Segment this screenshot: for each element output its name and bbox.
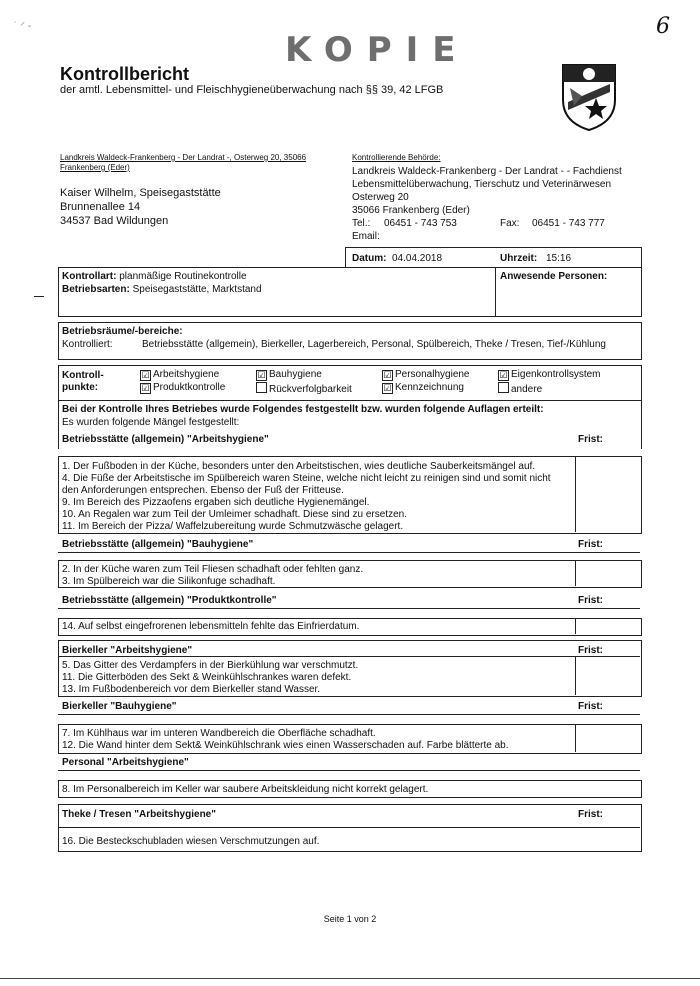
frist-label: Frist: xyxy=(578,645,603,656)
checkbox-andere-label: andere xyxy=(511,384,543,395)
checkbox-andere[interactable] xyxy=(498,382,542,396)
finding-item: 16. Die Besteckschubladen wiesen Verschmutzungen auf. xyxy=(62,836,320,847)
scan-mark: ˙ ⸍ ‐ xyxy=(14,21,32,32)
finding-item: 11. Die Gitterböden des Sekt & Weinkühlschrankes waren defekt. xyxy=(62,672,352,683)
checkbox-bauhygiene[interactable] xyxy=(256,369,322,381)
tel-label: Tel.: xyxy=(352,218,371,229)
finding-item: 8. Im Personalbereich im Keller war saubere Arbeitskleidung nicht korrekt gelagert. xyxy=(62,784,429,795)
kontrolliert-value: Betriebsstätte (allgemein), Bierkeller, Lagerbereich, Personal, Spülbereich, Theke / Tresen, Tief-/Kühlung xyxy=(142,339,606,350)
frist-label: Frist: xyxy=(578,701,603,712)
checkbox-bauhygiene-label: Bauhygiene xyxy=(269,369,322,380)
betriebsarten-label: Betriebsarten: xyxy=(62,284,130,295)
finding-item: 10. An Regalen war zum Teil der Umleimer schadhaft. Diese sind zu ersetzen. xyxy=(62,509,407,520)
betriebsarten xyxy=(62,283,262,296)
email-label: Email: xyxy=(352,231,380,242)
checkbox-rueckverfolgbarkeit[interactable] xyxy=(256,382,352,396)
kontrollart xyxy=(62,270,247,283)
uhrzeit-value: 15:16 xyxy=(546,253,572,264)
sender-line: Landkreis Waldeck-Frankenberg - Der Landrat -, Osterweg 20, 35066 xyxy=(60,153,307,162)
checkbox-bauhygiene-box[interactable]: ☑ xyxy=(257,370,266,380)
recipient-name: Kaiser Wilhelm, Speisegaststätte xyxy=(60,187,221,199)
datum-value: 04.04.2018 xyxy=(392,253,443,264)
section-title: Bierkeller "Bauhygiene" xyxy=(62,701,177,712)
checkbox-andere-box[interactable] xyxy=(498,382,509,393)
section-title: Betriebsstätte (allgemein) "Bauhygiene" xyxy=(62,539,254,550)
section-title: Betriebsstätte (allgemein) "Produktkontrolle" xyxy=(62,595,277,606)
checkbox-kennzeichnung[interactable] xyxy=(382,382,464,394)
finding-item: 2. In der Küche waren zum Teil Fliesen schadhaft oder fehlten ganz. xyxy=(62,564,364,575)
findings-sub: Es wurden folgende Mängel festgestellt: xyxy=(62,417,240,428)
checkbox-arbeitshygiene[interactable] xyxy=(140,369,219,381)
fax-value: 06451 - 743 777 xyxy=(532,218,605,229)
finding-item: 4. Die Füße der Arbeitstische im Spülbereich waren Steine, welche nicht leicht zu reinigen sind und somit nicht xyxy=(62,473,551,484)
checkbox-personalhygiene-label: Personalhygiene xyxy=(395,369,470,380)
authority-city: 35066 Frankenberg (Eder) xyxy=(352,205,470,216)
checkbox-eigenkontrollsystem-label: Eigenkontrollsystem xyxy=(511,369,601,380)
recipient-street: Brunnenallee 14 xyxy=(60,201,141,213)
authority-street: Osterweg 20 xyxy=(352,192,409,203)
kontrollpunkte-label-1: Kontroll- xyxy=(62,370,104,381)
checkbox-eigenkontrollsystem[interactable] xyxy=(498,369,600,381)
handwritten-page-number: 6 xyxy=(656,14,670,39)
tel-value: 06451 - 743 753 xyxy=(384,218,457,229)
authority-line2: Lebensmittelüberwachung, Tierschutz und Veterinärwesen xyxy=(352,179,612,190)
authority-line1: Landkreis Waldeck-Frankenberg - Der Landrat - - Fachdienst xyxy=(352,166,622,177)
finding-item: 5. Das Gitter des Verdampfers in der Bierkühlung war verschmutzt. xyxy=(62,660,359,671)
frist-label: Frist: xyxy=(578,539,603,550)
kontrolliert-label: Kontrolliert: xyxy=(62,339,113,350)
frist-label: Frist: xyxy=(578,595,603,606)
authority-label: Kontrollierende Behörde: xyxy=(352,153,441,162)
checkbox-produktkontrolle[interactable] xyxy=(140,382,225,394)
frist-label: Frist: xyxy=(578,434,603,445)
checkbox-personalhygiene[interactable] xyxy=(382,369,470,381)
section-title: Personal "Arbeitshygiene" xyxy=(62,757,189,768)
section-title: Theke / Tresen "Arbeitshygiene" xyxy=(62,809,216,820)
checkbox-kennzeichnung-box[interactable]: ☑ xyxy=(383,383,392,393)
section-title: Betriebsstätte (allgemein) "Arbeitshygiene" xyxy=(62,434,269,445)
checkbox-arbeitshygiene-box[interactable]: ☑ xyxy=(141,370,150,380)
datum-label: Datum: xyxy=(352,253,387,264)
findings-intro: Bei der Kontrolle Ihres Betriebes wurde Folgendes festgestellt bzw. wurden folgende Auflagen erteilt: xyxy=(62,404,544,415)
checkbox-personalhygiene-box[interactable]: ☑ xyxy=(383,370,392,380)
finding-item: den Anforderungen entsprechen. Ebenso der Fuß der Fritteuse. xyxy=(62,485,344,496)
checkbox-rueckverfolgbarkeit-box[interactable] xyxy=(256,382,267,393)
page-footer: Seite 1 von 2 xyxy=(323,914,377,924)
finding-item: 14. Auf selbst eingefrorenen lebensmitteln fehlte das Einfrierdatum. xyxy=(62,621,360,632)
checkbox-rueckverfolgbarkeit-label: Rückverfolgbarkeit xyxy=(269,384,352,395)
checkbox-kennzeichnung-label: Kennzeichnung xyxy=(395,382,464,393)
kontrollpunkte-label-2: punkte: xyxy=(62,382,99,393)
recipient-city: 34537 Bad Wildungen xyxy=(60,215,169,227)
section-title: Bierkeller "Arbeitshygiene" xyxy=(62,645,193,656)
finding-item: 13. Im Fußbodenbereich vor dem Bierkeller stand Wasser. xyxy=(62,684,321,695)
finding-item: 1. Der Fußboden in der Küche, besonders unter den Arbeitstischen, wies deutliche Sauberkeitsmängel auf. xyxy=(62,461,536,472)
fax-label: Fax: xyxy=(500,218,520,229)
frist-label: Frist: xyxy=(578,809,603,820)
report-title: Kontrollbericht xyxy=(60,64,189,84)
checkbox-eigenkontrollsystem-box[interactable]: ☑ xyxy=(499,370,508,380)
kopie-stamp: KOPIE xyxy=(285,30,470,70)
report-subtitle: der amtl. Lebensmittel- und Fleischhygieneüberwachung nach §§ 39, 42 LFGB xyxy=(60,84,444,96)
finding-item: 12. Die Wand hinter dem Sekt& Weinkühlschrank wies einen Wasserschaden auf. Farbe blätterte ab. xyxy=(62,740,509,751)
sender-line-2: Frankenberg (Eder) xyxy=(60,163,130,172)
finding-item: 11. Im Bereich der Pizza/ Waffelzubereitung wurde Schmutzwäsche gelagert. xyxy=(62,521,404,532)
checkbox-produktkontrolle-label: Produktkontrolle xyxy=(153,382,226,393)
betriebsarten-value: Speisegaststätte, Marktstand xyxy=(132,284,262,295)
finding-item: 3. Im Spülbereich war die Silikonfuge schadhaft. xyxy=(62,576,276,587)
checkbox-produktkontrolle-box[interactable]: ☑ xyxy=(141,383,150,393)
finding-item: 9. Im Bereich des Pizzaofens ergaben sich deutliche Hygienemängel. xyxy=(62,497,370,508)
kontrollart-label: Kontrollart: xyxy=(62,271,117,282)
uhrzeit-label: Uhrzeit: xyxy=(500,253,538,264)
finding-item: 7. Im Kühlhaus war im unteren Wandbereich die Oberfläche schadhaft. xyxy=(62,728,376,739)
anwesende-label: Anwesende Personen: xyxy=(500,271,608,282)
checkbox-arbeitshygiene-label: Arbeitshygiene xyxy=(153,369,220,380)
betriebsraeume-label: Betriebsräume/-bereiche: xyxy=(62,326,183,337)
coat-of-arms-icon xyxy=(560,62,618,132)
kontrollart-value: planmäßige Routinekontrolle xyxy=(119,271,247,282)
date-time-box xyxy=(345,247,642,268)
